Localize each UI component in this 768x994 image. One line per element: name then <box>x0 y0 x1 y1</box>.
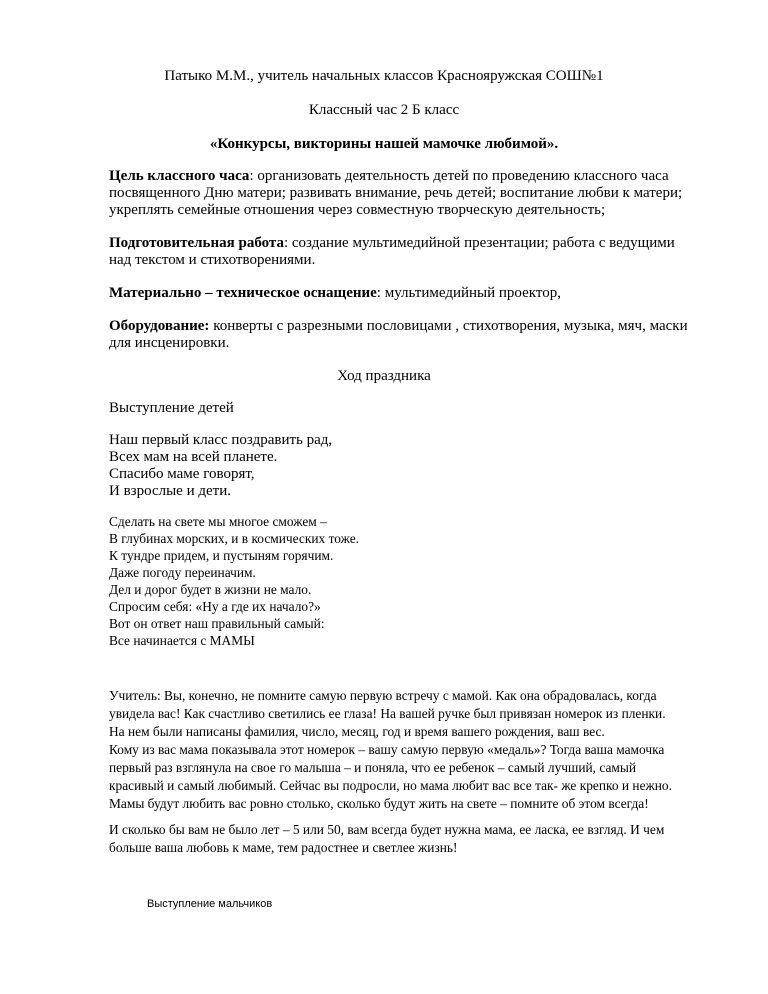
goal-line-2: посвященного Дню матери; развивать внимание, речь детей; воспитание любви к матери; <box>109 185 683 201</box>
poem1-line: Спасибо маме говорят, <box>109 466 255 482</box>
equipment-line-2: для инсценировки. <box>109 335 230 351</box>
teacher-speech-line: увидела вас! Как счастливо светились ее глаза! На вашей ручке был привязан номерок из пленки. <box>109 706 666 721</box>
poem2-line: Дел и дорог будет в жизни не мало. <box>109 582 312 597</box>
tech-label: Материально – техническое оснащение <box>109 285 377 301</box>
poem2-line: В глубинах морских, и в космических тоже. <box>109 531 359 546</box>
progress-heading: Ход праздника <box>337 368 431 384</box>
equipment-label: Оборудование: <box>109 318 210 334</box>
author-line: Патыко М.М., учитель начальных классов Краснояружская СОШ№1 <box>164 68 604 84</box>
poem2-line: Все начинается с МАМЫ <box>109 633 255 648</box>
poem2-line: Спросим себя: «Ну а где их начало?» <box>109 599 321 614</box>
teacher-speech-line: Кому из вас мама показывала этот номерок – вашу самую первую «медаль»? Тогда ваша мамочка <box>109 742 665 757</box>
prep-line-1 <box>109 235 675 252</box>
poem1-line: И взрослые и дети. <box>109 483 231 499</box>
prep-line-2: над текстом и стихотворениями. <box>109 252 316 268</box>
poem2-line: Вот он ответ наш правильный самый: <box>109 616 325 631</box>
prep-text-1: : создание мультимедийной презентации; работа с ведущими <box>283 235 675 251</box>
teacher-speech-line: Учитель: Вы, конечно, не помните самую первую встречу с мамой. Как она обрадовалась, когда <box>109 688 657 703</box>
tech-text-1: : мультимедийный проектор, <box>376 285 561 301</box>
poem2-line: К тундре придем, и пустыням горячим. <box>109 548 334 563</box>
goal-text-1: : организовать деятельность детей по проведению классного часа <box>249 168 669 184</box>
closing-line: больше ваша любовь к маме, тем радостнее и светлее жизнь! <box>109 840 458 855</box>
equipment-line-1 <box>109 318 688 335</box>
class-hour-line: Классный час 2 Б класс <box>308 102 460 118</box>
poem1-line: Всех мам на всей планете. <box>109 449 278 465</box>
equipment-text-1: конверты с разрезными пословицами , стихотворения, музыка, мяч, маски <box>209 318 688 334</box>
closing-line: И сколько бы вам не было лет – 5 или 50, вам всегда будет нужна мама, ее ласка, ее взгляд. И чем <box>109 822 665 837</box>
poem1-line: Наш первый класс поздравить рад, <box>109 432 333 448</box>
boys-performance-heading: Выступление мальчиков <box>147 898 273 910</box>
teacher-speech-line: красивый и самый любимый. Сейчас вы подросли, но мама любит вас все так- же крепко и нежно. <box>109 778 672 793</box>
document-title: «Конкурсы, викторины нашей мамочке любимой». <box>209 136 559 152</box>
teacher-speech-line: Мамы будут любить вас ровно столько, сколько будут жить на свете – помните об этом всегда! <box>109 796 649 811</box>
teacher-speech-line: На нем были написаны фамилия, число, месяц, год и время вашего рождения, ваш вес. <box>109 724 605 739</box>
goal-line-1 <box>109 168 669 185</box>
goal-label: Цель классного часа <box>109 168 250 184</box>
children-performance-heading: Выступление детей <box>109 400 234 416</box>
tech-line-1 <box>109 285 561 302</box>
poem2-line: Даже погоду переиначим. <box>109 565 256 580</box>
prep-label: Подготовительная работа <box>109 235 284 251</box>
teacher-speech-line: первый раз взглянула на свое го малыша – и поняла, что ее ребенок – самый лучший, самый <box>109 760 637 775</box>
poem2-line: Сделать на свете мы многое сможем – <box>109 514 327 529</box>
goal-line-3: укреплять семейные отношения через совместную творческую деятельность; <box>109 202 606 218</box>
